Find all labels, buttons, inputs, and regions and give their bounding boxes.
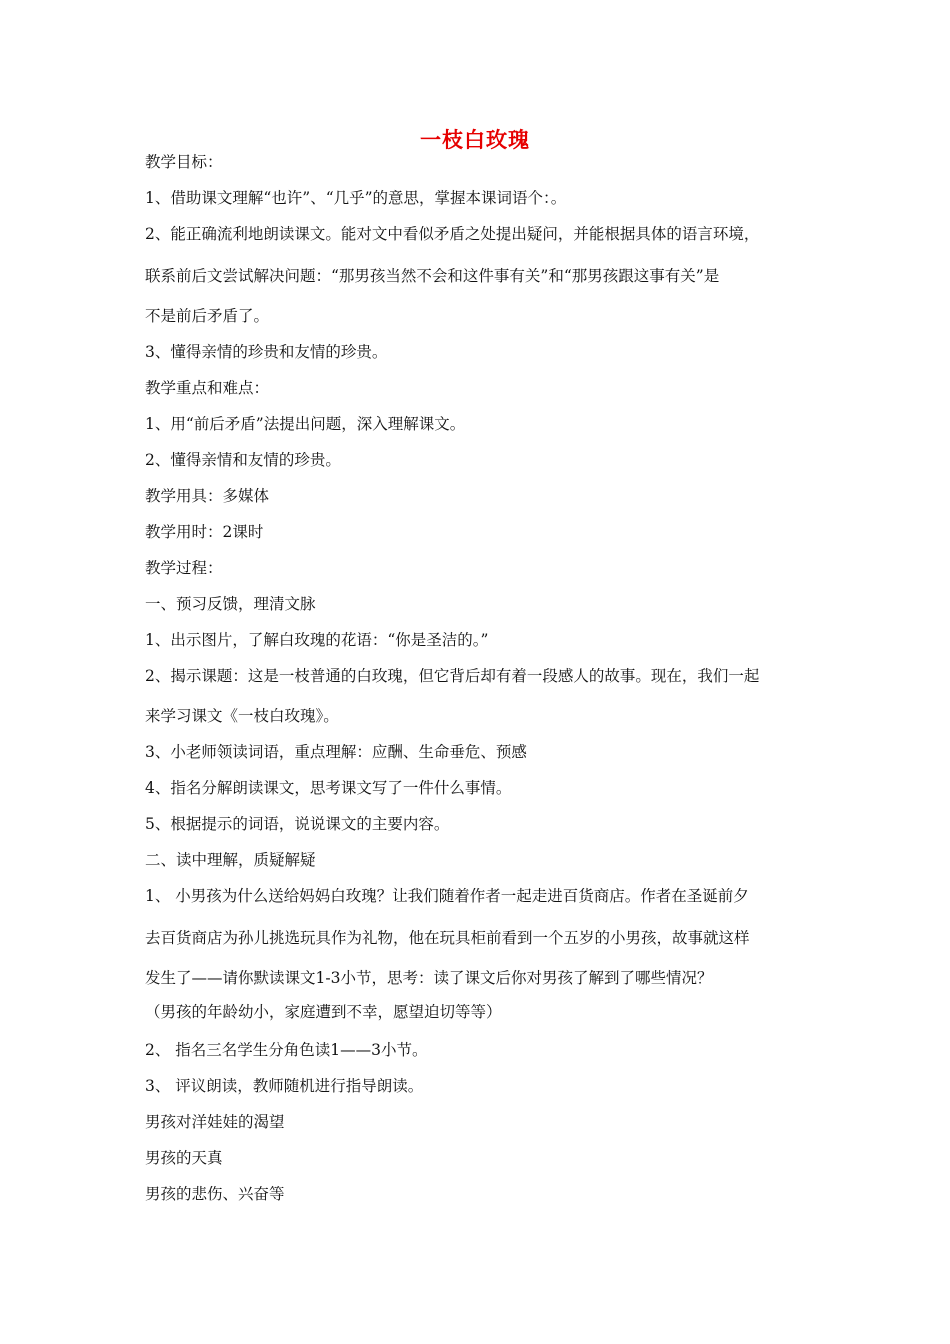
paragraph-line: 3、懂得亲情的珍贵和友情的珍贵。	[145, 343, 388, 361]
paragraph-line: 4、指名分解朗读课文，思考课文写了一件什么事情。	[145, 779, 512, 797]
paragraph-line: 男孩的天真	[145, 1149, 223, 1167]
paragraph-line: 1、 小男孩为什么送给妈妈白玫瑰？让我们随着作者一起走进百货商店。作者在圣诞前夕	[145, 887, 749, 905]
paragraph-line: 联系前后文尝试解决问题：“那男孩当然不会和这件事有关”和“那男孩跟这事有关”是	[145, 267, 720, 285]
paragraph-line: （男孩的年龄幼小，家庭遭到不幸，愿望迫切等等）	[145, 1003, 502, 1021]
paragraph-line: 一、预习反馈，理清文脉	[145, 595, 316, 613]
document-title: 一枝白玫瑰	[420, 127, 530, 152]
paragraph-line: 2、懂得亲情和友情的珍贵。	[145, 451, 341, 469]
paragraph-line: 教学用具：多媒体	[145, 487, 270, 505]
paragraph-line: 去百货商店为孙儿挑选玩具作为礼物，他在玩具柜前看到一个五岁的小男孩，故事就这样	[145, 929, 750, 947]
paragraph-line: 男孩对洋娃娃的渴望	[145, 1113, 285, 1131]
paragraph-line: 教学重点和难点：	[145, 379, 270, 397]
paragraph-line: 2、 指名三名学生分角色读1——3小节。	[145, 1041, 428, 1059]
paragraph-line: 来学习课文《一枝白玫瑰》。	[145, 707, 339, 725]
paragraph-line: 不是前后矛盾了。	[145, 307, 270, 325]
paragraph-line: 教学过程：	[145, 559, 223, 577]
paragraph-line: 二、读中理解，质疑解疑	[145, 851, 316, 869]
paragraph-line: 3、小老师领读词语，重点理解：应酬、生命垂危、预感	[145, 743, 527, 761]
paragraph-line: 3、 评议朗读，教师随机进行指导朗读。	[145, 1077, 424, 1095]
paragraph-line: 1、用“前后矛盾”法提出问题，深入理解课文。	[145, 415, 466, 433]
paragraph-line: 教学用时：2课时	[145, 523, 264, 541]
paragraph-line: 1、借助课文理解“也许”、“几乎”的意思，掌握本课词语个：。	[145, 189, 567, 207]
paragraph-line: 发生了——请你默读课文1-3小节，思考：读了课文后你对男孩了解到了哪些情况？	[145, 969, 713, 987]
paragraph-line: 5、根据提示的词语，说说课文的主要内容。	[145, 815, 450, 833]
paragraph-line: 2、揭示课题：这是一枝普通的白玫瑰，但它背后却有着一段感人的故事。现在，我们一起	[145, 667, 760, 685]
paragraph-line: 教学目标：	[145, 153, 223, 171]
paragraph-line: 2、能正确流利地朗读课文。能对文中看似矛盾之处提出疑问，并能根据具体的语言环境，	[145, 225, 760, 243]
paragraph-line: 男孩的悲伤、兴奋等	[145, 1185, 285, 1203]
paragraph-line: 1、出示图片，了解白玫瑰的花语：“你是圣洁的。”	[145, 631, 489, 649]
